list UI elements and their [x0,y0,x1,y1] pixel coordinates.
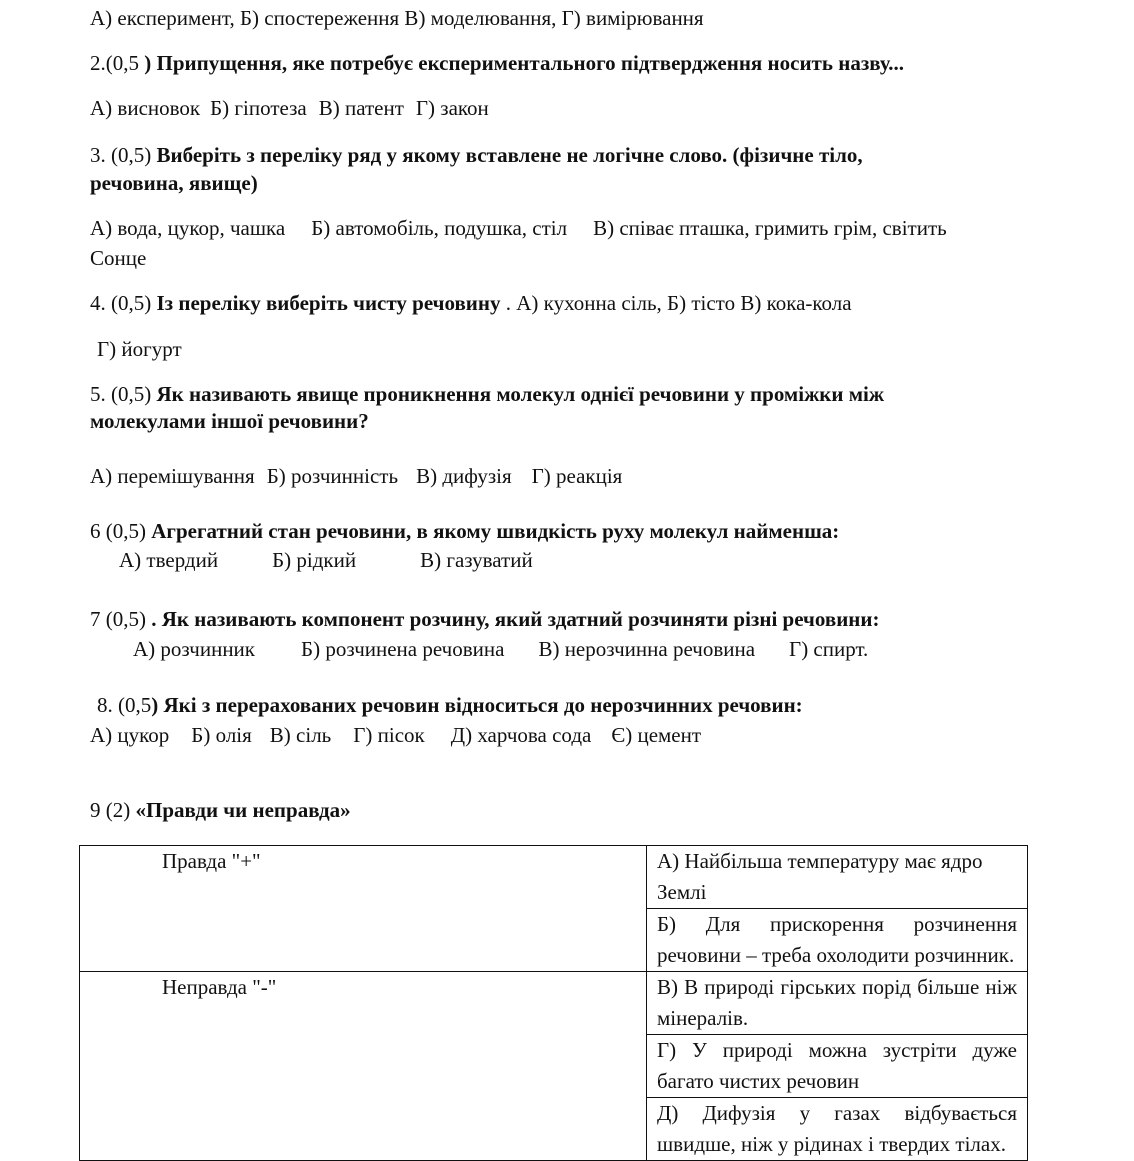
q3-question [90,141,863,169]
q2-option-c: В) патент [318,96,404,120]
q6-options [119,546,533,574]
q3-text-line1: Виберіть з переліку ряд у якому вставлене не логічне слово. (фізичне тіло, [156,143,863,167]
q2-option-a: А) висновок [90,96,201,120]
q2-options [90,94,489,122]
q6-text: Агрегатний стан речовини, в якому швидкість руху молекул найменша: [146,519,840,543]
q6-option-c: В) газуватий [420,548,533,572]
q3-text-line2: речовина, явище) [90,171,258,195]
q2-text: ) Припущення, яке потребує експериментального підтвердження носить назву... [139,51,905,75]
q4-question [90,289,852,317]
q7-text: . Як називають компонент розчину, який здатний розчиняти різні речовини: [146,607,880,631]
q3-option-c-cont: Сонце [90,246,147,270]
q8-option-b: Б) олія [191,723,252,747]
q2-option-b: Б) гіпотеза [210,96,307,120]
q6-option-b: Б) рідкий [272,548,357,572]
q2-question [90,49,904,77]
q4-option-d: Г) йогурт [97,337,182,361]
q7-option-b: Б) розчинена речовина [301,637,505,661]
statement-b: Б) Для прискорення розчинення речовини – треба охолодити розчинник. [647,909,1028,972]
q5-option-b: Б) розчинність [266,464,399,488]
q8-question [97,691,803,719]
q8-text: ) Які з перерахованих речовин відноситься до нерозчинних речовин: [151,693,803,717]
q5-option-a: А) перемішування [90,464,255,488]
q3-option-c: В) співає пташка, гримить грім, світить [593,216,947,240]
q7-number: 7 (0,5) [90,607,146,631]
q4-text: Із переліку виберіть чисту речовину [156,291,501,315]
q7-option-a: А) розчинник [133,637,256,661]
q8-number: 8. (0,5 [97,693,152,717]
q5-options [90,462,622,490]
q6-number: 6 (0,5) [90,519,146,543]
q3-options [90,214,947,242]
q2-number: 2.(0,5 [90,51,139,75]
table-row [80,846,1028,909]
q3-option-b: Б) автомобіль, подушка, стіл [311,216,568,240]
q4-number: 4. (0,5) [90,291,152,315]
q9-title: «Правди чи неправда» [135,798,351,822]
statement-c: В) В природі гірських порід більше ніж мінералів. [647,972,1028,1035]
q7-question [90,605,879,633]
q6-question [90,517,839,545]
q7-options [133,635,868,663]
q9-question [90,796,351,824]
q1-options: А) експеримент, Б) спостереження В) моделювання, Г) вимірювання [90,6,704,30]
q5-option-c: В) дифузія [416,464,512,488]
statement-a: А) Найбільша температуру має ядро Землі [647,846,1028,909]
q5-text-line2: молекулами іншої речовини? [90,409,369,433]
q8-options [90,721,701,749]
statement-d: Г) У природі можна зустріти дуже багато чистих речовин [647,1035,1028,1098]
true-false-table [79,845,1028,1161]
q8-option-d: Г) пісок [353,723,425,747]
q5-text-line1: Як називають явище проникнення молекул однієї речовини у проміжки між [151,382,885,406]
q3-option-a: А) вода, цукор, чашка [90,216,286,240]
q8-option-c: В) сіль [269,723,332,747]
q8-option-a: А) цукор [90,723,170,747]
false-label-cell: Неправда "-" [80,972,647,1161]
true-label-cell: Правда "+" [80,846,647,972]
q6-option-a: А) твердий [119,548,219,572]
q9-number: 9 (2) [90,798,136,822]
statement-e: Д) Дифузія у газах відбувається швидше, ніж у рідинах і твердих тілах. [647,1098,1028,1161]
q5-number: 5. (0,5) [90,382,152,406]
q8-option-f: Є) цемент [611,723,702,747]
q7-option-d: Г) спирт. [789,637,869,661]
q5-question [90,380,884,408]
q8-option-e: Д) харчова сода [450,723,592,747]
q7-option-c: В) нерозчинна речовина [538,637,756,661]
q2-option-d: Г) закон [415,96,489,120]
table-row [80,972,1028,1035]
q4-options-inline: . А) кухонна сіль, Б) тісто В) кока-кола [500,291,852,315]
q3-number: 3. (0,5) [90,143,152,167]
q5-option-d: Г) реакція [531,464,623,488]
